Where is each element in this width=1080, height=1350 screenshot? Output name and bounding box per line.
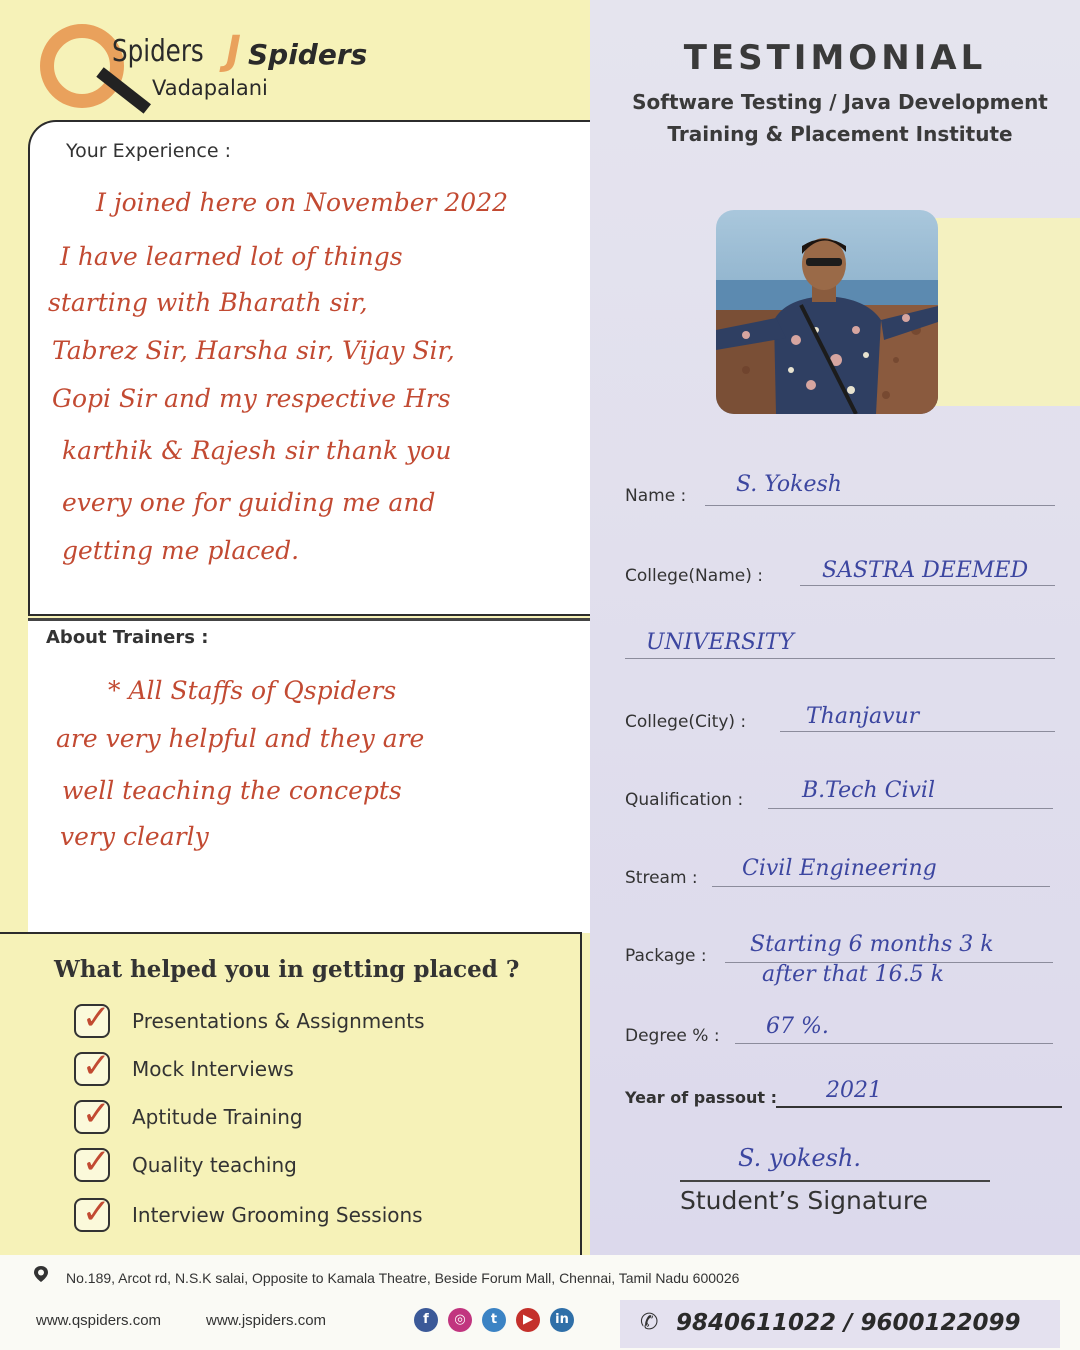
year-label: Year of passout : bbox=[625, 1088, 778, 1107]
checkbox[interactable] bbox=[74, 1046, 111, 1086]
experience-label: Your Experience : bbox=[66, 140, 231, 162]
experience-line: getting me placed. bbox=[62, 536, 300, 565]
checklist-item bbox=[74, 1094, 524, 1140]
branch-name: Vadapalani bbox=[152, 76, 268, 100]
youtube-icon[interactable]: ▶ bbox=[516, 1308, 540, 1332]
qualification-value: B.Tech Civil bbox=[802, 778, 935, 803]
brand-logo bbox=[40, 14, 400, 114]
check-mark-icon: ✓ bbox=[82, 1142, 111, 1182]
check-mark-icon: ✓ bbox=[82, 998, 111, 1038]
name-underline bbox=[705, 505, 1055, 506]
degree-value: 67 %. bbox=[766, 1014, 829, 1039]
experience-line: I have learned lot of things bbox=[60, 242, 403, 271]
facebook-icon[interactable]: f bbox=[414, 1308, 438, 1332]
experience-line: every one for guiding me and bbox=[62, 488, 436, 517]
student-photo-illustration bbox=[716, 210, 938, 414]
college-city-underline bbox=[780, 731, 1055, 732]
checklist-label: Presentations & Assignments bbox=[132, 1009, 425, 1033]
checkbox[interactable] bbox=[74, 1094, 111, 1134]
signature-label: Student’s Signature bbox=[680, 1186, 928, 1215]
name-value: S. Yokesh bbox=[736, 472, 842, 497]
logo-qspiders-text: Spiders bbox=[112, 34, 204, 69]
checklist-item bbox=[74, 1192, 524, 1238]
helped-title: What helped you in getting placed ? bbox=[54, 956, 520, 983]
year-value: 2021 bbox=[826, 1078, 882, 1103]
twitter-icon[interactable]: t bbox=[482, 1308, 506, 1332]
trainers-line: are very helpful and they are bbox=[56, 724, 425, 753]
checkbox[interactable] bbox=[74, 1192, 111, 1232]
trainers-line: very clearly bbox=[60, 822, 209, 851]
package-label: Package : bbox=[625, 946, 707, 966]
address-text: No.189, Arcot rd, N.S.K salai, Opposite to Kamala Theatre, Beside Forum Mall, Chennai, Tamil Nadu 600026 bbox=[66, 1270, 740, 1286]
experience-line: I joined here on November 2022 bbox=[96, 188, 509, 217]
check-mark-icon: ✓ bbox=[82, 1192, 111, 1232]
degree-label: Degree % : bbox=[625, 1026, 720, 1046]
trainers-line: well teaching the concepts bbox=[62, 776, 402, 805]
right-panel-background bbox=[590, 0, 1080, 1255]
stream-label: Stream : bbox=[625, 868, 698, 888]
subtitle-line-1: Software Testing / Java Development bbox=[632, 90, 1048, 114]
photo-accent bbox=[935, 218, 1080, 406]
check-mark-icon: ✓ bbox=[82, 1046, 111, 1086]
jspiders-link[interactable]: www.jspiders.com bbox=[206, 1312, 327, 1329]
location-pin-icon bbox=[32, 1265, 50, 1283]
college-city-value: Thanjavur bbox=[806, 704, 920, 729]
package-value-2: after that 16.5 k bbox=[762, 962, 944, 987]
check-mark-icon: ✓ bbox=[82, 1094, 111, 1134]
page-title: TESTIMONIAL bbox=[683, 38, 987, 78]
checklist-label: Mock Interviews bbox=[132, 1057, 294, 1081]
checklist-label: Interview Grooming Sessions bbox=[132, 1203, 423, 1227]
stream-underline bbox=[712, 886, 1050, 887]
signature-line bbox=[680, 1180, 990, 1182]
phone-numbers[interactable]: 9840611022 / 9600122099 bbox=[676, 1310, 1021, 1336]
college-name-underline-2 bbox=[625, 658, 1055, 659]
checkbox[interactable] bbox=[74, 1142, 111, 1182]
experience-line: starting with Bharath sir, bbox=[48, 288, 368, 317]
checklist-label: Quality teaching bbox=[132, 1153, 297, 1177]
college-name-underline bbox=[800, 585, 1055, 586]
checklist-item bbox=[74, 1046, 524, 1092]
degree-underline bbox=[735, 1043, 1053, 1044]
checklist-label: Aptitude Training bbox=[132, 1105, 303, 1129]
experience-line: Tabrez Sir, Harsha sir, Vijay Sir, bbox=[52, 336, 455, 365]
instagram-icon[interactable]: ◎ bbox=[448, 1308, 472, 1332]
trainers-label: About Trainers : bbox=[46, 627, 209, 648]
college-city-label: College(City) : bbox=[625, 712, 747, 732]
checklist-item bbox=[74, 998, 524, 1044]
college-name-value: SASTRA DEEMED bbox=[822, 558, 1029, 583]
student-signature: S. yokesh. bbox=[738, 1144, 861, 1172]
subtitle-line-2: Training & Placement Institute bbox=[667, 122, 1013, 146]
student-photo bbox=[716, 210, 938, 414]
checklist-item bbox=[74, 1142, 524, 1188]
checkbox[interactable] bbox=[74, 998, 111, 1038]
trainers-line: * All Staffs of Qspiders bbox=[108, 676, 397, 705]
stream-value: Civil Engineering bbox=[742, 856, 937, 881]
experience-line: karthik & Rajesh sir thank you bbox=[62, 436, 452, 465]
linkedin-icon[interactable]: in bbox=[550, 1308, 574, 1332]
college-name-value-2: UNIVERSITY bbox=[646, 630, 794, 655]
logo-j-letter: J bbox=[226, 28, 241, 74]
year-underline bbox=[776, 1106, 1062, 1108]
name-label: Name : bbox=[625, 486, 687, 506]
package-value: Starting 6 months 3 k bbox=[750, 932, 994, 957]
qualification-label: Qualification : bbox=[625, 790, 744, 810]
logo-jspiders-text: Spiders bbox=[248, 38, 368, 71]
phone-icon: ✆ bbox=[640, 1310, 659, 1335]
experience-line: Gopi Sir and my respective Hrs bbox=[52, 384, 451, 413]
qualification-underline bbox=[768, 808, 1053, 809]
college-name-label: College(Name) : bbox=[625, 566, 763, 586]
qspiders-link[interactable]: www.qspiders.com bbox=[36, 1312, 162, 1329]
